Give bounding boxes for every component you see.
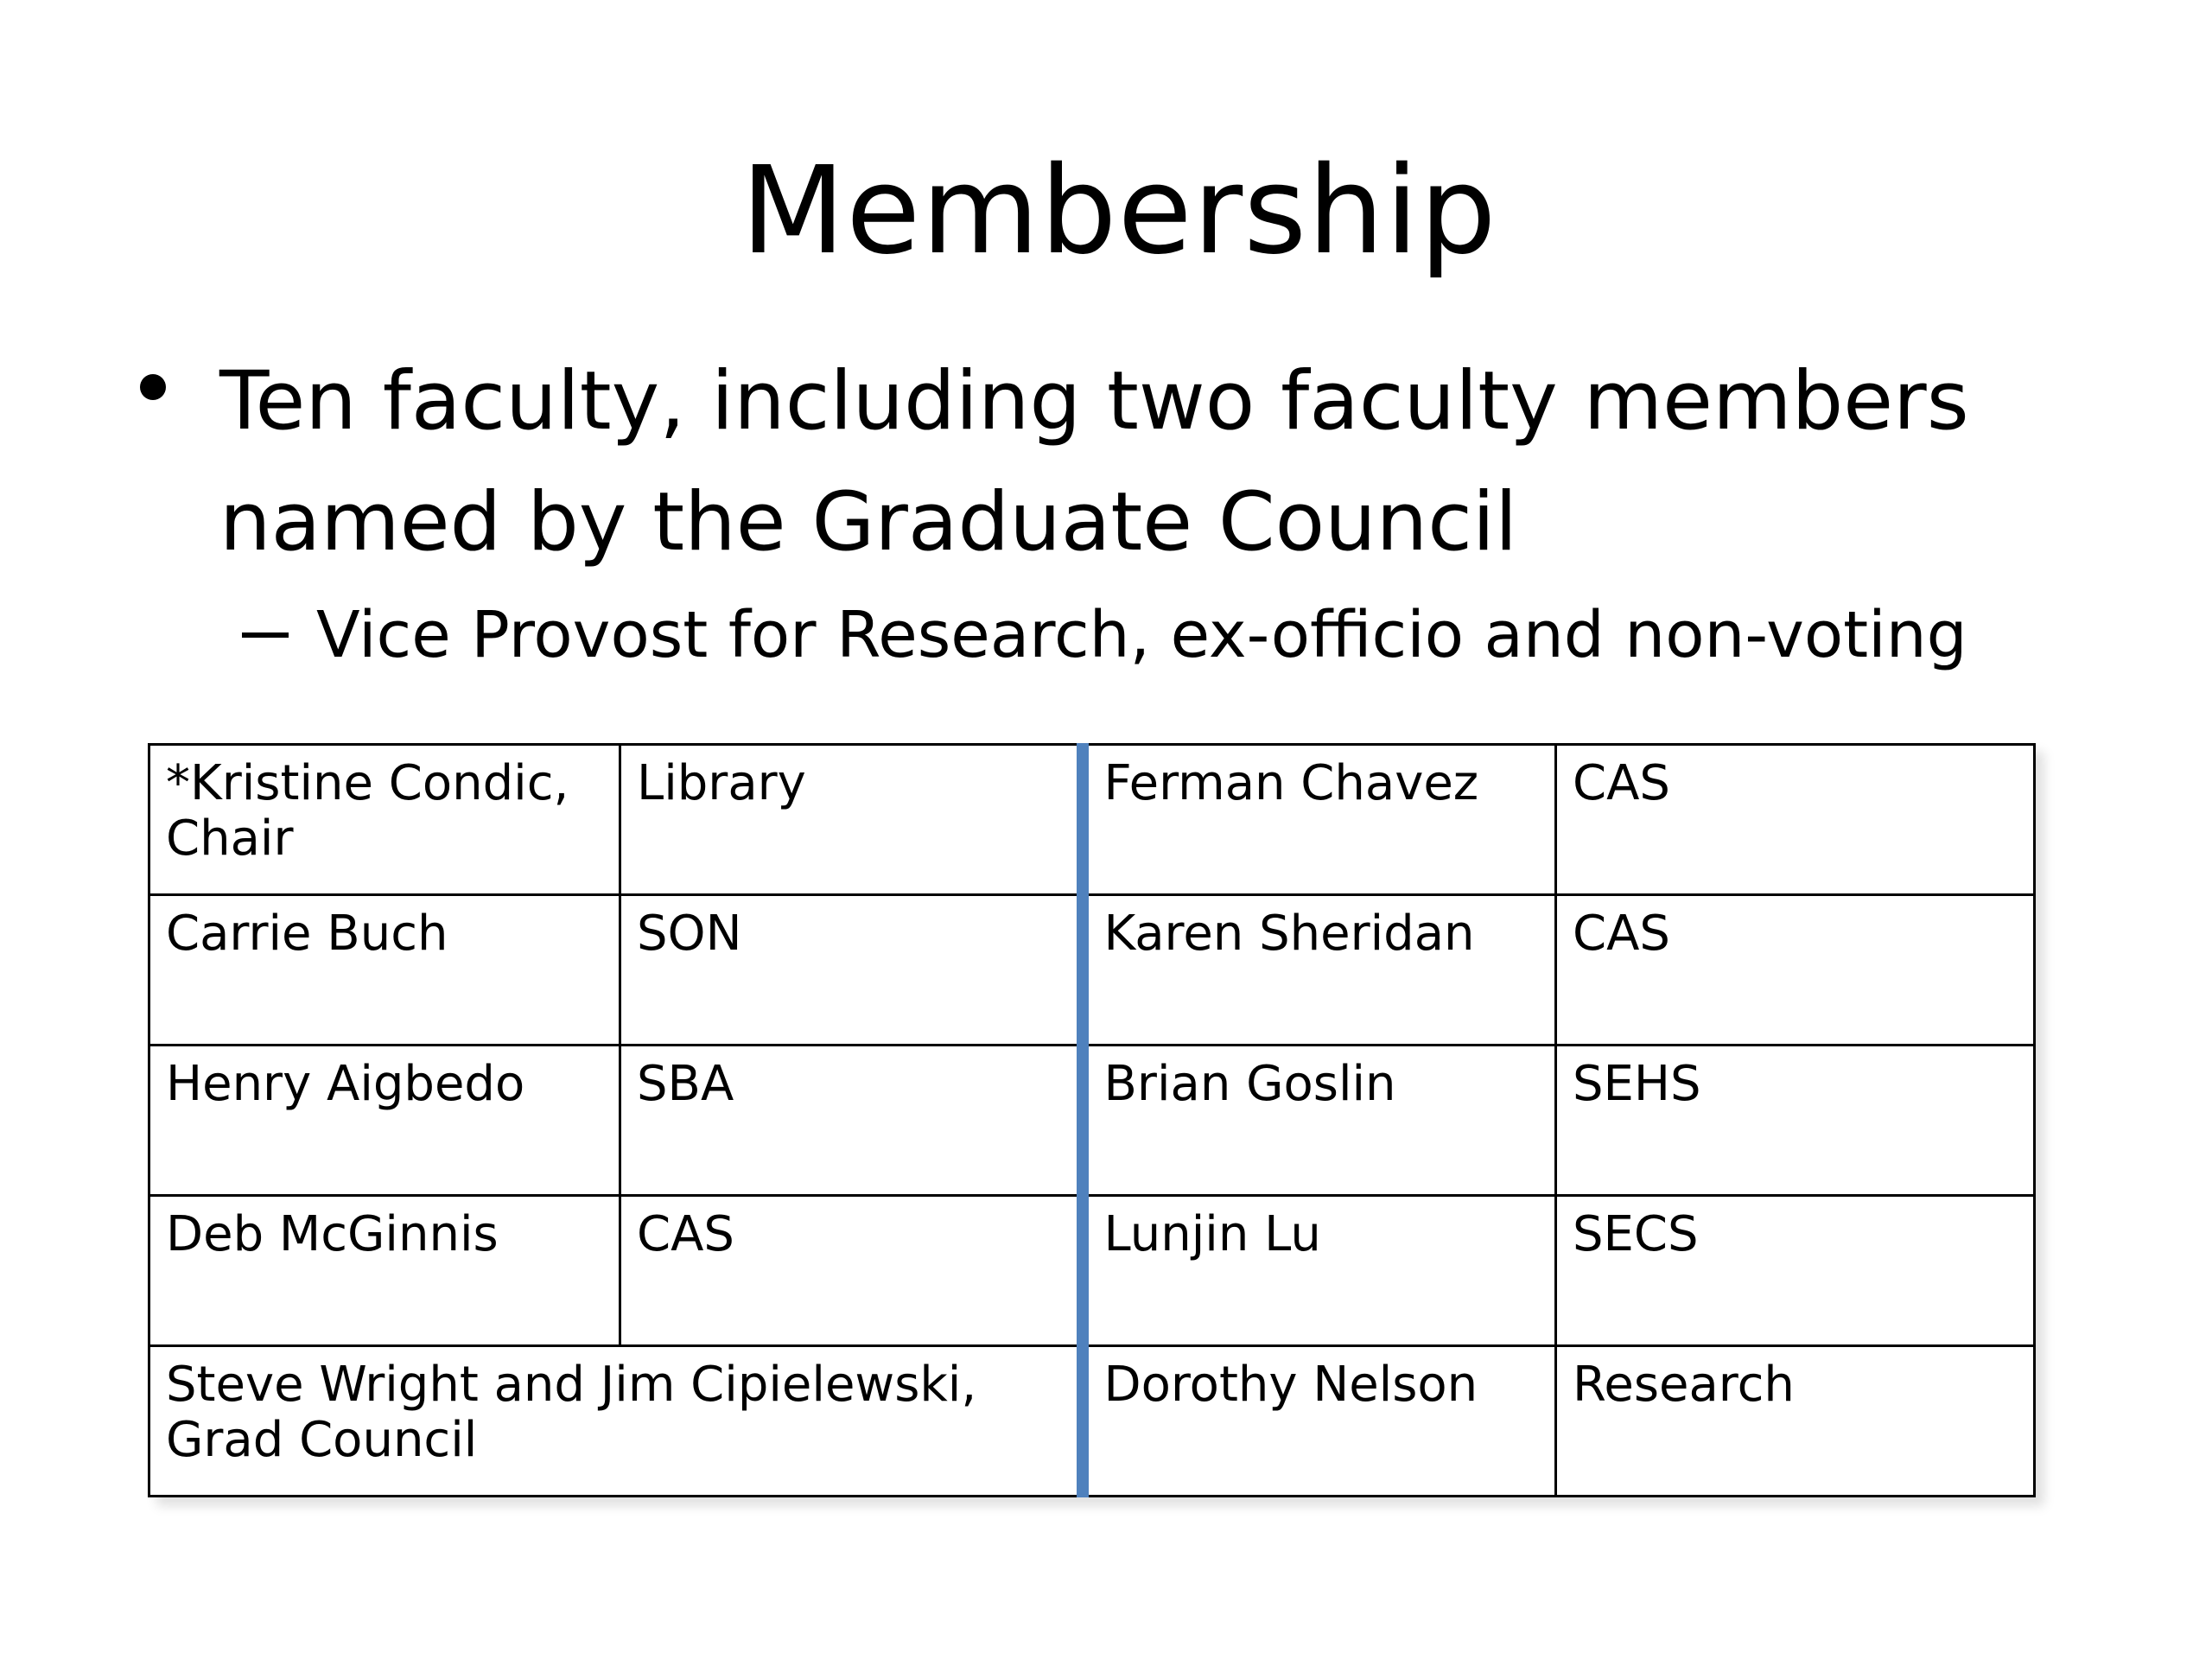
slide-title: Membership	[741, 141, 1497, 282]
table-row	[149, 1046, 2035, 1196]
grad-council-cell: Steve Wright and Jim Cipielewski, Grad Council	[149, 1346, 1083, 1497]
dash-icon	[242, 632, 289, 638]
member-unit-cell: SECS	[1556, 1196, 2035, 1346]
member-name-cell: Dorothy Nelson	[1083, 1346, 1556, 1497]
table-row	[149, 745, 2035, 895]
member-unit-cell: SON	[620, 895, 1083, 1046]
table-row	[149, 895, 2035, 1046]
member-unit-cell: SBA	[620, 1046, 1083, 1196]
table-row	[149, 1346, 2035, 1497]
member-unit-cell: SEHS	[1556, 1046, 2035, 1196]
sub-bullet-text: Vice Provost for Research, ex-officio and non-voting	[316, 598, 1967, 672]
member-name-cell: Lunjin Lu	[1083, 1196, 1556, 1346]
member-unit-cell: Research	[1556, 1346, 2035, 1497]
member-name-cell: Deb McGinnis	[149, 1196, 620, 1346]
member-name-cell: Ferman Chavez	[1083, 745, 1556, 895]
member-unit-cell: CAS	[620, 1196, 1083, 1346]
table-row	[149, 1196, 2035, 1346]
membership-table	[148, 743, 2036, 1497]
bullet-dot-icon	[140, 374, 166, 400]
member-name-cell: *Kristine Condic, Chair	[149, 745, 620, 895]
member-name-cell: Carrie Buch	[149, 895, 620, 1046]
member-name-cell: Brian Goslin	[1083, 1046, 1556, 1196]
member-name-cell: Henry Aigbedo	[149, 1046, 620, 1196]
member-name-cell: Karen Sheridan	[1083, 895, 1556, 1046]
member-unit-cell: CAS	[1556, 745, 2035, 895]
member-unit-cell: CAS	[1556, 895, 2035, 1046]
member-unit-cell: Library	[620, 745, 1083, 895]
bullet-text: Ten faculty, including two faculty members named by the Graduate Council	[219, 354, 1969, 569]
